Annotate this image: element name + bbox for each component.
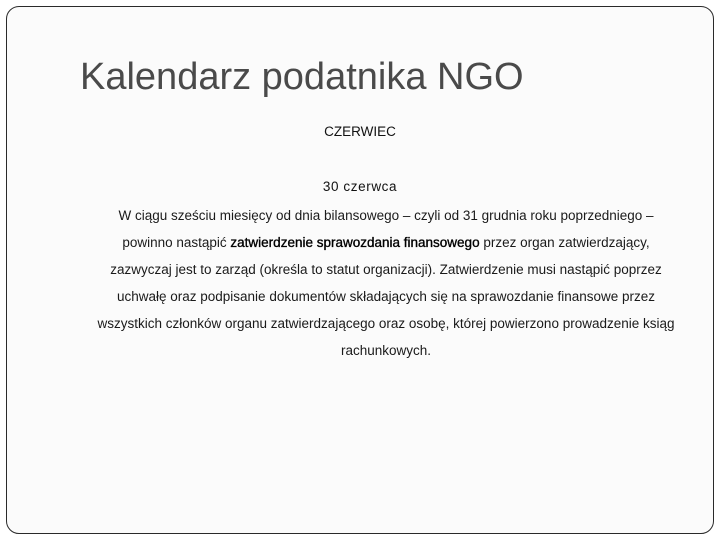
paragraph-text-2: przez organ zatwierdzający, zazwyczaj jest to zarząd (określa to statut organizacji). Zatwierdzenie musi nastąpić poprzez uchwałę oraz podpisanie dokumentów składających się na sprawozdanie finansowe przez wszystkich członków organu zatwierdzającego oraz osobę, której powierzono prowadzenie ksiąg rachunkowych. — [97, 235, 675, 358]
slide-title: Kalendarz podatnika NGO — [80, 56, 524, 98]
body-paragraph — [96, 202, 676, 364]
paragraph-text-1: W ciągu sześciu miesięcy od dnia bilansowego – czyli od 31 grudnia roku poprzedniego – powinno nastąpić — [118, 208, 654, 250]
paragraph-highlight: zatwierdzenie sprawozdania finansowego — [230, 235, 480, 250]
month-heading: CZERWIEC — [324, 124, 396, 139]
deadline-date: 30 czerwca — [322, 179, 398, 194]
